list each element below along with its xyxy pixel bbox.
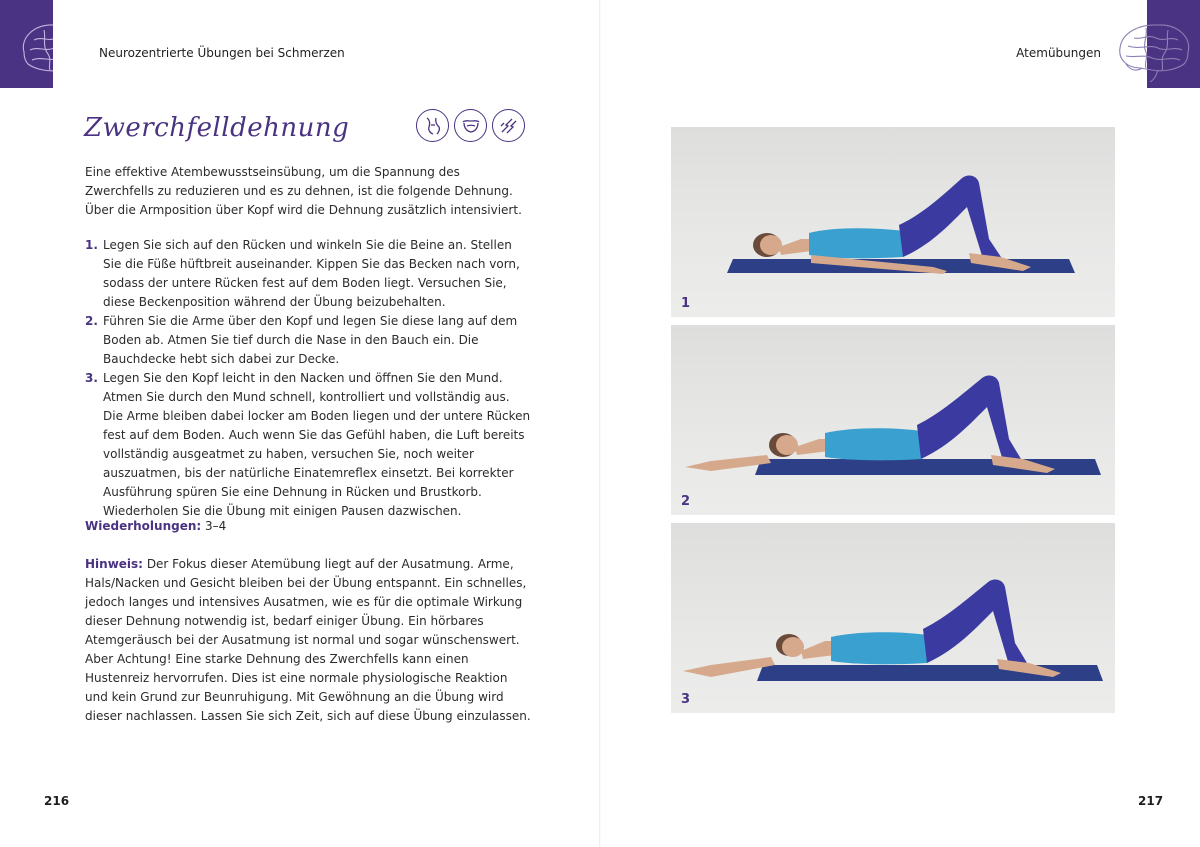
step-item [85,236,531,312]
repetitions-value: 3–4 [205,519,227,533]
page-number-right: 217 [1138,794,1164,808]
exercise-photo-1 [671,127,1115,317]
step-number: 3. [85,371,98,385]
step-item [85,369,531,521]
note-label: Hinweis: [85,557,143,571]
step-text: Legen Sie sich auf den Rücken und winkeln Sie die Beine an. Stellen Sie die Füße hüftbreit auseinander. Kippen Sie das Becken nach vorn, sodass der untere Rücken fest auf dem Boden liegt. Versuchen Sie, diese Beckenposition während der Übung beizubehalten. [103,238,520,309]
step-text: Führen Sie die Arme über den Kopf und legen Sie diese lang auf dem Boden ab. Atmen Sie tief durch die Nase in den Bauch ein. Die Bauchdecke hebt sich dabei zur Decke. [103,314,518,366]
photo-number: 1 [681,296,691,311]
header-accent-block-left [0,0,53,88]
photo-number: 2 [681,494,691,509]
exercise-icons [416,109,525,142]
running-head-right: Atemübungen [1016,46,1101,60]
step-text: Legen Sie den Kopf leicht in den Nacken und öffnen Sie den Mund. Atmen Sie durch den Mund schnell, kontrolliert und vollständig aus. Die Arme bleiben dabei locker am Boden liegen und der untere Rücken fest auf dem Boden. Auch wenn Sie das Gefühl haben, die Luft bereits vollständig ausgeatmet zu haben, versuchen Sie, noch weiter auszuatmen, bis der natürliche Einatemreflex einsetzt. Bei korrekter Ausführung spüren Sie eine Dehnung in Rücken und Brustkorb. Wiederholen Sie die Übung mit einigen Pausen dazwischen. [103,371,531,518]
step-number: 2. [85,314,98,328]
steps-list [85,236,531,521]
brain-icon [14,18,53,82]
torso-breathing-icon [454,109,487,142]
page-number-left: 216 [44,794,70,808]
exercise-photo-3 [671,523,1115,713]
intro-paragraph: Eine effektive Atembewusstseinsübung, um die Spannung des Zwerchfells zu reduzieren und es zu dehnen, ist die folgende Dehnung. Über die Armposition über Kopf wird die Dehnung zusätzlich intensiviert. [85,165,522,217]
note-paragraph [85,555,531,726]
body-pain-icon [416,109,449,142]
nerve-spark-icon [492,109,525,142]
running-head-left: Neurozentrierte Übungen bei Schmerzen [99,46,345,60]
step-item [85,312,531,369]
repetitions-label: Wiederholungen: [85,519,202,533]
photo-number: 3 [681,692,691,707]
exercise-photo-2 [671,325,1115,515]
exercise-title: Zwerchfelldehnung [84,113,350,143]
step-number: 1. [85,238,98,252]
repetitions [85,517,531,536]
note-text: Der Fokus dieser Atemübung liegt auf der Ausatmung. Arme, Hals/Nacken und Gesicht bleiben bei der Übung entspannt. Ein schnelles, jedoch langes und intensives Ausatmen, wie es für die optimale Wirkung dieser Dehnung notwendig ist, bedarf einiger Übung. Ein hörbares Atemgeräusch bei der Ausatmung ist normal und sogar wünschenswert. Aber Achtung! Eine starke Dehnung des Zwerchfells kann einen Hustenreiz hervorrufen. Dies ist eine normale physiologische Reaktion und kein Grund zur Beunruhigung. Mit Gewöhnung an die Übung wird dieser nachlassen. Lassen Sie sich Zeit, sich auf diese Übung einzulassen. [85,557,531,723]
brain-icon [1112,18,1198,82]
